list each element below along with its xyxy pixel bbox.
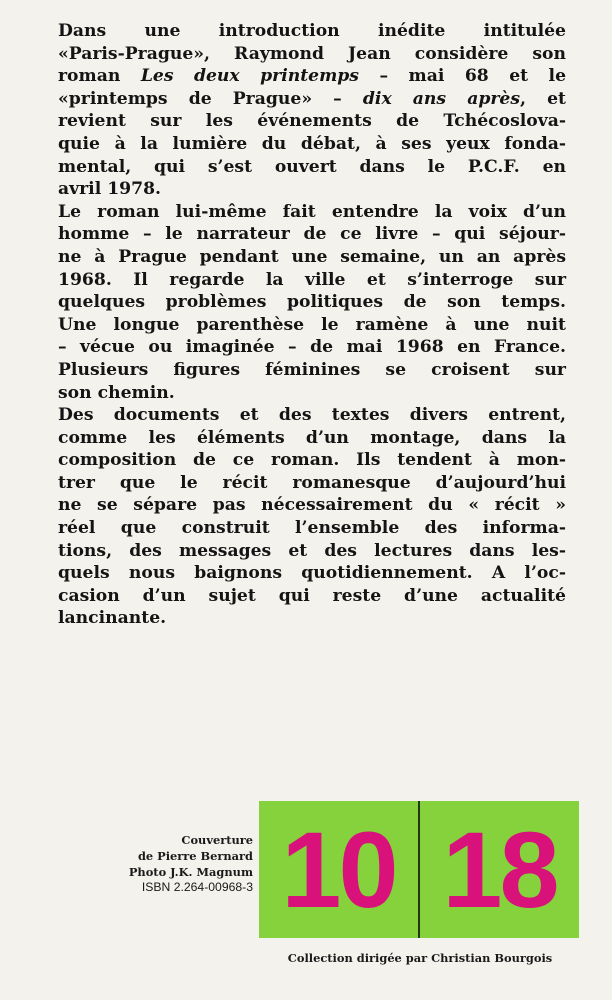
blurb-line: casion d’un sujet qui reste d’une actualité — [58, 585, 566, 606]
photo-credit-line: Photo J.K. Magnum — [128, 864, 253, 879]
blurb-line: revient sur les événements de Tchécoslova- — [58, 111, 566, 132]
blurb-line: quelques problèmes politiques de son temps. — [58, 292, 566, 313]
back-cover-blurb — [58, 20, 566, 630]
cover-credit-line: Couverture — [181, 833, 253, 847]
blurb-line: «Paris-Prague», Raymond Jean considère son — [58, 43, 566, 64]
blurb-line: – vécue ou imaginée – de mai 1968 en France. — [58, 337, 566, 358]
blurb-line: lancinante. — [58, 608, 167, 629]
publisher-logo-10-18 — [259, 801, 579, 938]
blurb-line: trer que le récit romanesque d’aujourd’hui — [58, 472, 566, 493]
blurb-line: quie à la lumière du débat, à ses yeux fonda- — [58, 133, 566, 154]
blurb-line: tions, des messages et des lectures dans les- — [58, 540, 566, 561]
blurb-line: quels nous baignons quotidiennement. A l’oc- — [58, 563, 566, 584]
isbn-line: ISBN 2.264-00968-3 — [141, 880, 253, 895]
blurb-line: homme – le narrateur de ce livre – qui séjour- — [58, 224, 566, 245]
blurb-line: 1968. Il regarde la ville et s’interroge sur — [58, 269, 566, 290]
designer-credit-line: de Pierre Bernard — [137, 848, 253, 863]
blurb-line: «printemps de Prague» – dix ans après, et — [58, 88, 566, 109]
blurb-line: composition de ce roman. Ils tendent à mon- — [58, 450, 566, 471]
collection-director-line: Collection dirigée par Christian Bourgois — [287, 951, 553, 965]
logo-right-number: 18 — [442, 808, 557, 930]
blurb-line: son chemin. — [58, 382, 175, 403]
blurb-line: Des documents et des textes divers entrent, — [58, 405, 566, 426]
blurb-line: avril 1978. — [58, 179, 162, 200]
blurb-line: réel que construit l’ensemble des informa- — [58, 518, 566, 539]
blurb-line: roman Les deux printemps – mai 68 et le — [58, 66, 566, 87]
blurb-line: Le roman lui-même fait entendre la voix d’un — [58, 201, 566, 222]
blurb-line: ne à Prague pendant une semaine, un an après — [58, 246, 566, 267]
blurb-line: Plusieurs figures féminines se croisent sur — [58, 359, 566, 380]
blurb-line: Dans une introduction inédite intitulée — [58, 21, 566, 41]
blurb-line: mental, qui s’est ouvert dans le P.C.F. en — [58, 156, 566, 177]
logo-left-number: 10 — [281, 808, 396, 930]
blurb-line: ne se sépare pas nécessairement du « récit » — [58, 495, 566, 516]
blurb-line: Une longue parenthèse le ramène à une nuit — [58, 314, 566, 335]
cover-credits — [110, 833, 253, 896]
blurb-line: comme les éléments d’un montage, dans la — [58, 427, 566, 448]
